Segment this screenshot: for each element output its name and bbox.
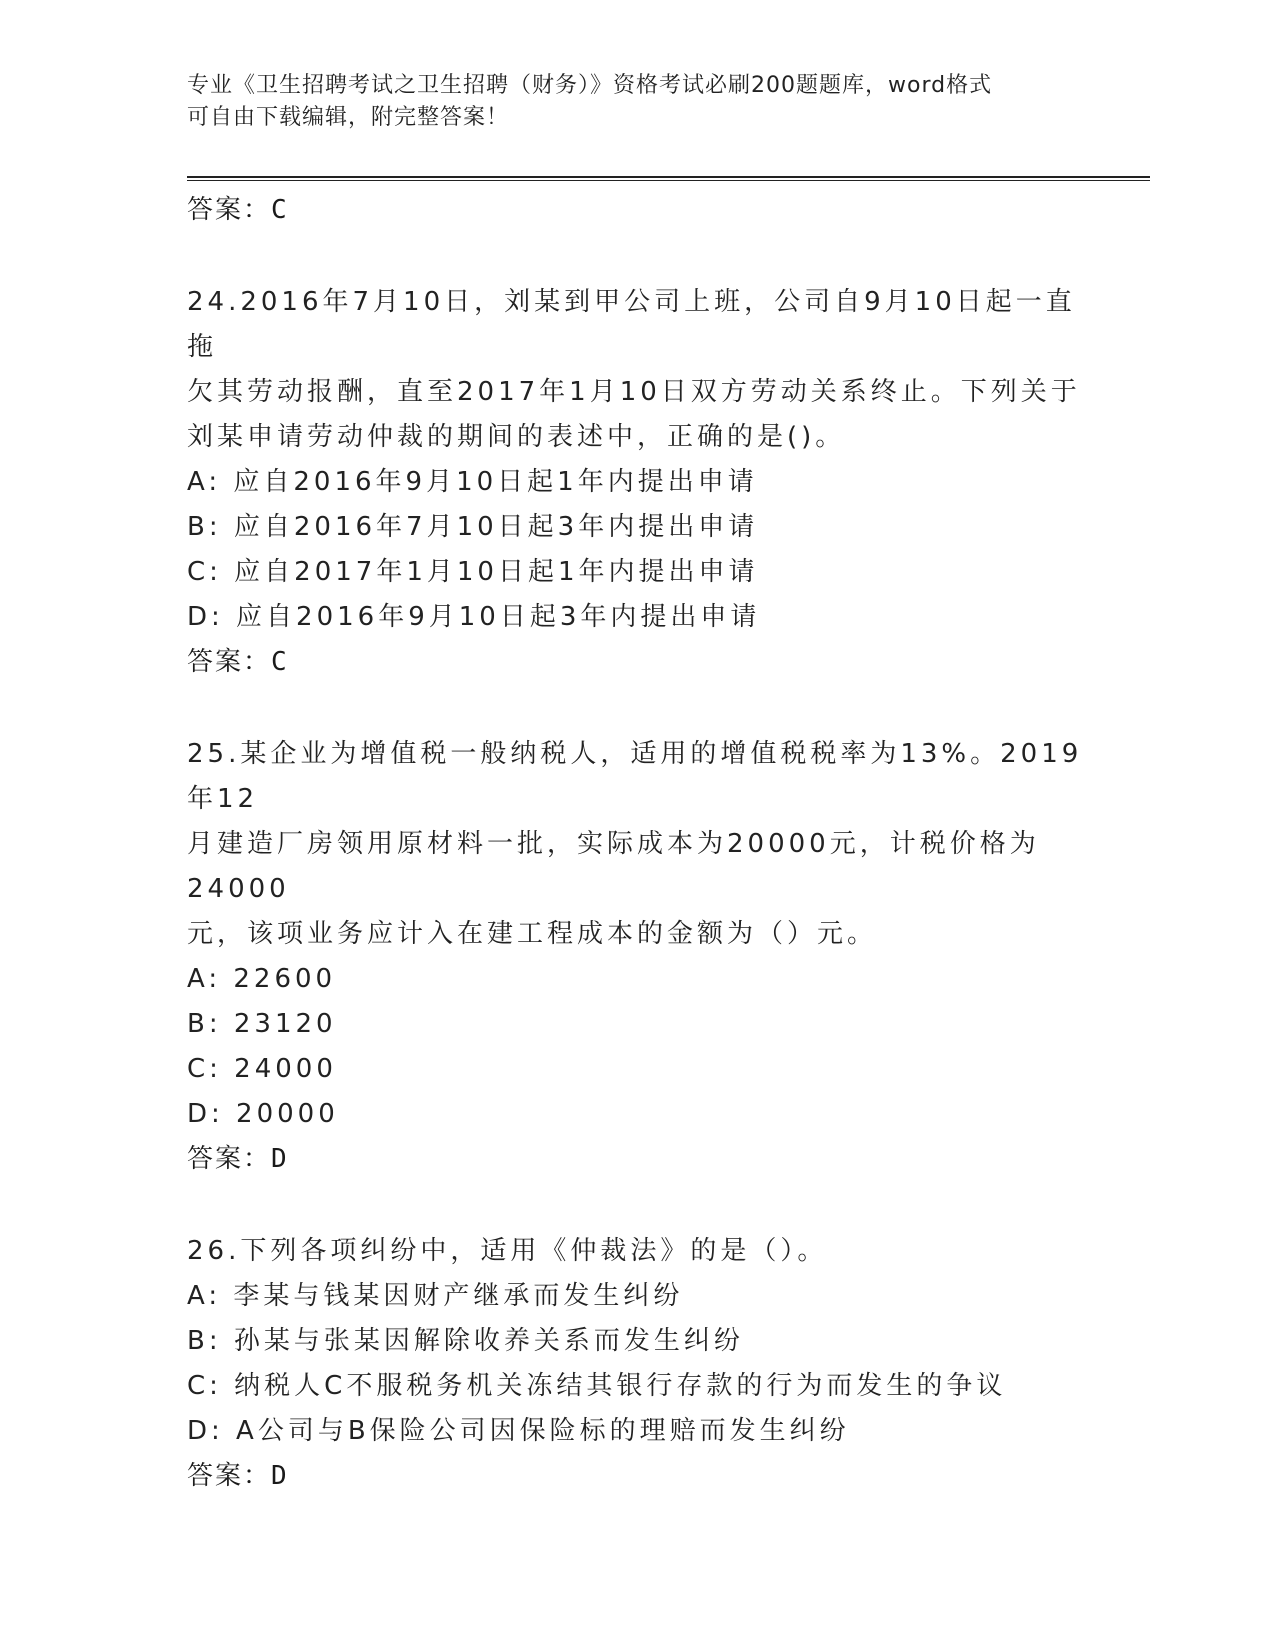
- option-d: D: 应自2016年9月10日起3年内提出申请: [187, 602, 761, 632]
- stem-line: 26.下列各项纠纷中，适用《仲裁法》的是（）。: [187, 1236, 828, 1266]
- option-a: A: 应自2016年9月10日起1年内提出申请: [187, 467, 758, 497]
- header-line-1: 专业《卫生招聘考试之卫生招聘（财务）》资格考试必刷200题题库，word格式: [187, 73, 993, 98]
- answer-label: 答案：: [187, 647, 272, 677]
- spacer: [187, 685, 1087, 732]
- answer-value: D: [271, 1461, 289, 1491]
- document-header: [187, 70, 1087, 134]
- question-25: [187, 732, 1087, 1182]
- option-c: C: 24000: [187, 1054, 337, 1084]
- question-stem: [187, 280, 1087, 460]
- answer-label: 答案：: [187, 195, 272, 225]
- question-answer: [187, 1137, 1087, 1182]
- document-body: [187, 188, 1087, 1499]
- option-c: C: 纳税人C不服税务机关冻结其银行存款的行为而发生的争议: [187, 1371, 1007, 1401]
- answer-label: 答案：: [187, 1144, 272, 1174]
- question-24: [187, 280, 1087, 685]
- answer-value: C: [271, 647, 289, 677]
- question-stem: [187, 1229, 1087, 1274]
- spacer: [187, 233, 1087, 280]
- option-d: D: 20000: [187, 1099, 339, 1129]
- option-c: C: 应自2017年1月10日起1年内提出申请: [187, 557, 759, 587]
- previous-answer: [187, 188, 1087, 233]
- option-d: D: A公司与B保险公司因保险标的理赔而发生纠纷: [187, 1416, 850, 1446]
- stem-line: 欠其劳动报酬，直至2017年1月10日双方劳动关系终止。下列关于: [187, 377, 1081, 407]
- question-stem: [187, 732, 1087, 957]
- answer-label: 答案：: [187, 1461, 272, 1491]
- stem-line: 25.某企业为增值税一般纳税人，适用的增值税税率为13%。2019年12: [187, 739, 1083, 814]
- question-answer: [187, 640, 1087, 685]
- question-26: [187, 1229, 1087, 1499]
- spacer: [187, 1182, 1087, 1229]
- stem-line: 元，该项业务应计入在建工程成本的金额为（）元。: [187, 919, 878, 949]
- header-divider: [187, 176, 1150, 181]
- stem-line: 月建造厂房领用原材料一批，实际成本为20000元，计税价格为24000: [187, 829, 1040, 904]
- stem-line: 刘某申请劳动仲裁的期间的表述中，正确的是()。: [187, 422, 846, 452]
- answer-value: D: [271, 1144, 289, 1174]
- stem-line: 24.2016年7月10日，刘某到甲公司上班，公司自9月10日起一直拖: [187, 287, 1076, 362]
- question-answer: [187, 1454, 1087, 1499]
- option-b: B: 应自2016年7月10日起3年内提出申请: [187, 512, 759, 542]
- answer-value: C: [271, 195, 289, 225]
- option-a: A: 22600: [187, 964, 337, 994]
- option-a: A: 李某与钱某因财产继承而发生纠纷: [187, 1281, 684, 1311]
- option-b: B: 23120: [187, 1009, 337, 1039]
- option-b: B: 孙某与张某因解除收养关系而发生纠纷: [187, 1326, 744, 1356]
- header-line-2: 可自由下载编辑，附完整答案！: [187, 105, 510, 130]
